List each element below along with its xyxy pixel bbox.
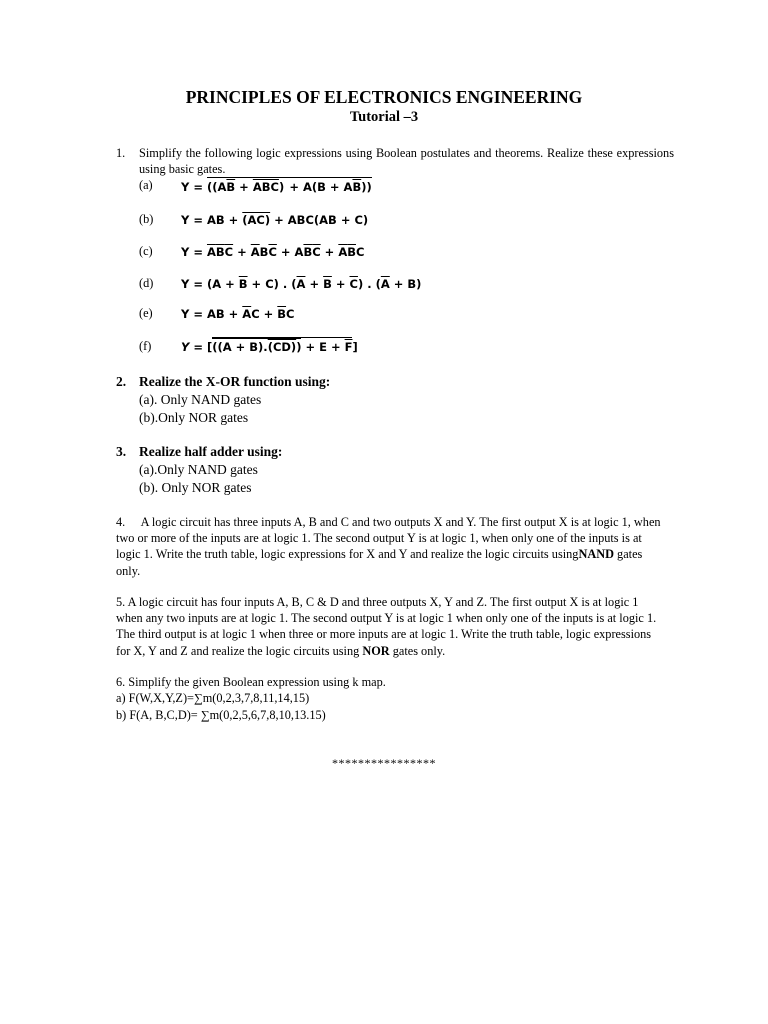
question-text: Simplify the following logic expressions using Boolean postulates and theorems. Realize these expressions using basic gates. [139, 146, 674, 176]
expression-e: Y = AB + $\overline{A}C + \overline{B}C$ [181, 307, 295, 321]
question-4: 4. A logic circuit has three inputs A, B and C and two outputs X and Y. The first output X is at logic 1, when two or more of the inputs are at logic 1. The second output Y is at logic 1, when only one of the inputs is at logic 1. Write the truth table, logic expressions for X and Y and realize the logic circuits usingNAND gates only. [116, 515, 661, 578]
question-text: A logic circuit has three inputs A, B and C and two outputs X and Y. The first output X is at logic 1, when two or more of the inputs are at logic 1. The second output Y is at logic 1, when only one of the inputs is at logic 1. Write the truth table, logic expressions for X and Y and realize the logic circuits using [116, 515, 661, 562]
question-3-option-a: (a).Only NAND gates [139, 462, 258, 477]
question-1 [116, 145, 674, 177]
page-title: PRINCIPLES OF ELECTRONICS ENGINEERING [185, 87, 583, 107]
end-separator: **************** [332, 756, 436, 770]
expression-d: $Y = (A + \overline{B} + C)$ . $(\overline{A} + \overline{B} + \overline{C})$ . $(\overline{A} + B)$ [181, 277, 422, 291]
part-label-e: (e) [139, 306, 153, 320]
question-6-part-a: a) F(W,X,Y,Z)=∑m(0,2,3,7,8,11,14,15) [116, 691, 310, 705]
part-label-c: (c) [139, 244, 153, 258]
expression-a: $Y = ((A\overline{B} + \overline{ABC})$ + $A(B + A\overline{B})$) [181, 180, 372, 194]
question-3-heading: 3. Realize half adder using: [116, 444, 283, 459]
question-5: 5. A logic circuit has four inputs A, B, C & D and three outputs X, Y and Z. The first output X is at logic 1 when any two inputs are at logic 1. The second output Y is at logic 1 when only one of the inputs is at logic 1. The third output is at logic 1 when three or more inputs are at logic 1. Write the truth table, logic expressions for X, Y and Z and realize the logic circuits using NOR gates only. [116, 595, 657, 658]
part-label-f: (f) [139, 339, 152, 353]
question-6: 6. Simplify the given Boolean expression using k map. [116, 675, 386, 689]
emphasis-nand: NAND [578, 547, 614, 562]
question-text: 5. A logic circuit has four inputs A, B, C & D and three outputs X, Y and Z. The first output X is at logic 1 when any two inputs are at logic 1. The second output Y is at logic 1 when only one of the inputs is at logic 1. The third output is at logic 1 when three or more inputs are at logic 1. Write the truth table, logic expressions for X, Y and Z and realize the logic circuits using [116, 595, 657, 658]
question-2-option-a: (a). Only NAND gates [139, 392, 262, 407]
expression-f: $Y = [((A + B).(CD)) + E + \overline{F}]$ [181, 340, 358, 354]
question-2-heading: 2. Realize the X-OR function using: [116, 374, 331, 389]
question-number: 4. [116, 515, 126, 529]
part-label-d: (d) [139, 276, 154, 290]
expression-b: Y = AB + (AC) + ABC(AB + C) [181, 213, 369, 227]
page-subtitle: Tutorial –3 [349, 109, 419, 125]
question-3-option-b: (b). Only NOR gates [139, 480, 252, 495]
part-label-b: (b) [139, 212, 154, 226]
question-number: 1. [116, 146, 126, 160]
part-label-a: (a) [139, 178, 153, 192]
question-2-option-b: (b).Only NOR gates [139, 410, 249, 425]
question-6-part-b: b) F(A, B,C,D)= ∑m(0,2,5,6,7,8,10,13.15) [116, 708, 326, 722]
emphasis-nor: NOR [362, 643, 390, 658]
expression-c: $Y = \overline{A}\overline{B}\overline{C} + \overline{A}B\overline{C} + A\overline{B}\overline{C} + \overline{A}\overline{B}C$ [181, 245, 365, 259]
